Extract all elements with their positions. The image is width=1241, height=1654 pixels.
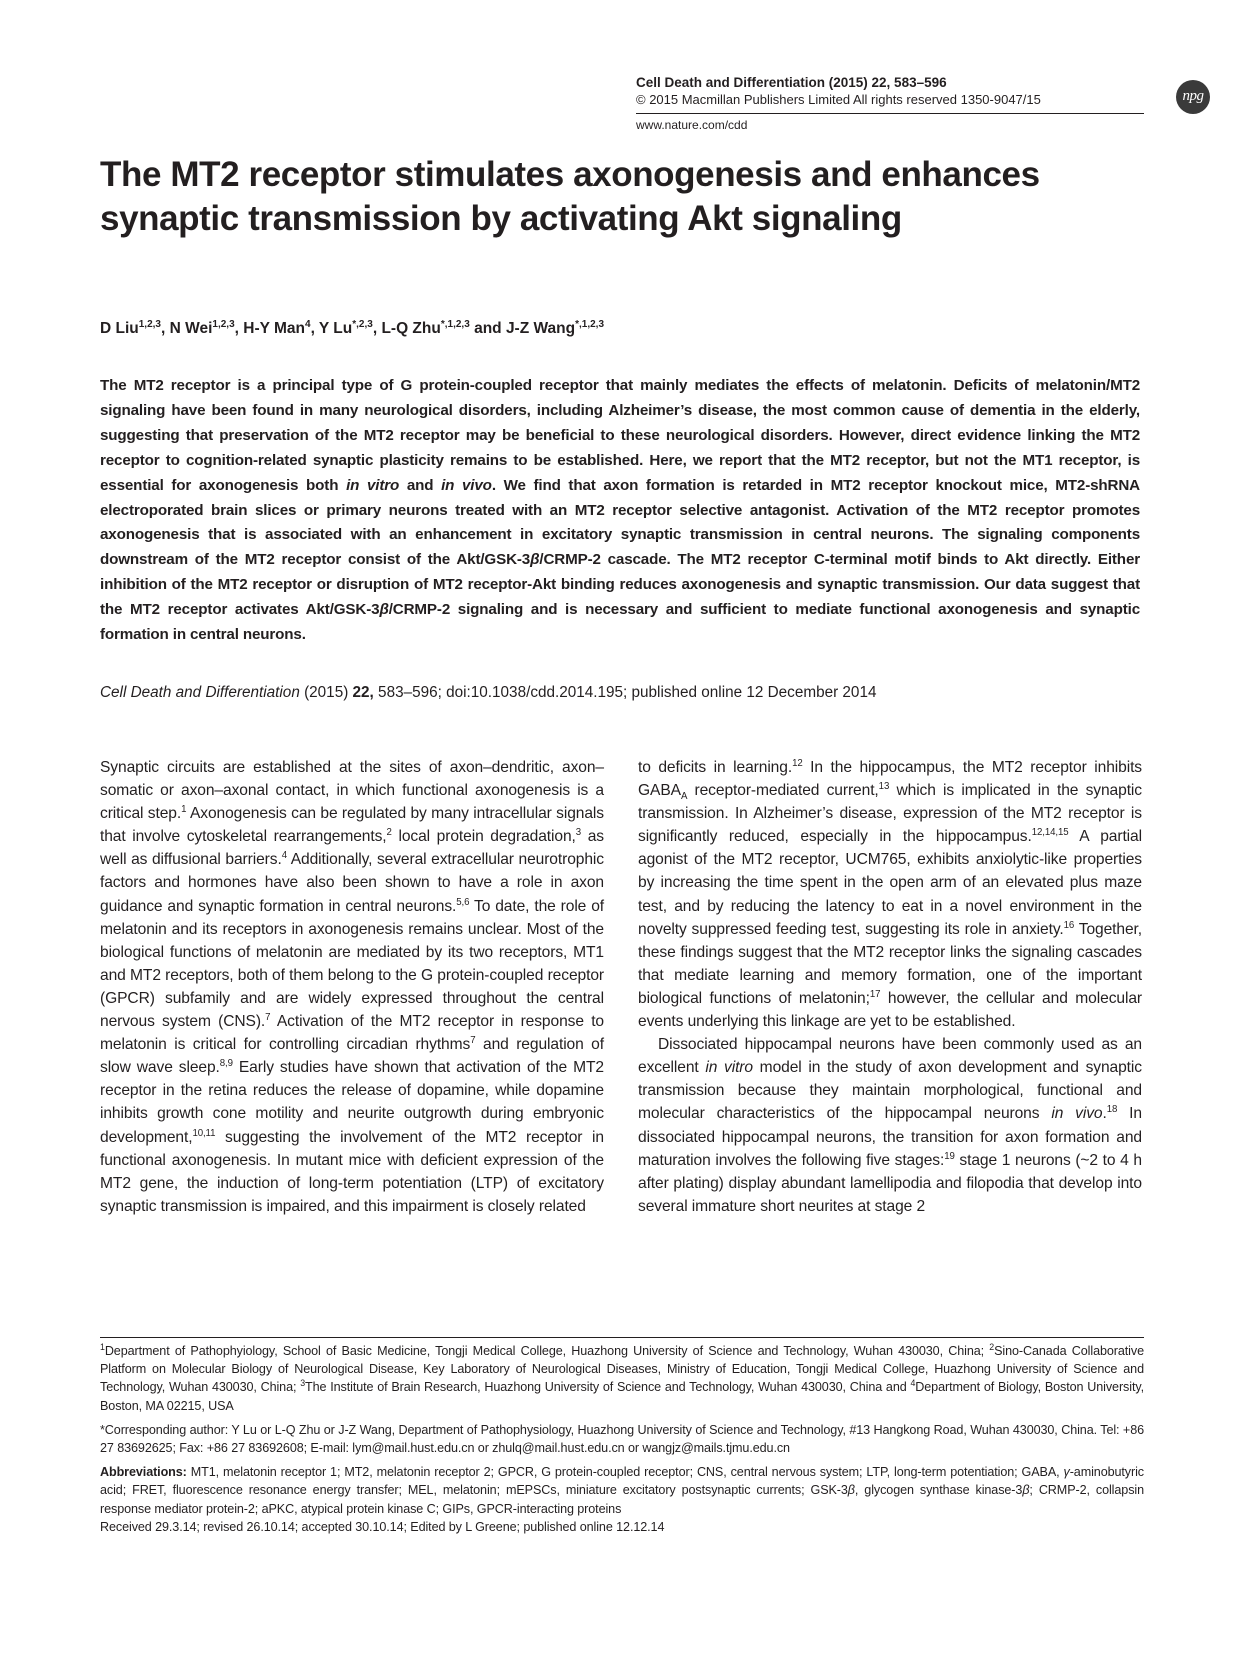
greek-symbol: γ	[1063, 1465, 1070, 1480]
author-name: L-Q Zhu	[381, 320, 441, 337]
body-text: local protein degradation,	[391, 828, 576, 846]
body-column-right	[638, 756, 1142, 1218]
body-emphasis: in vitro	[705, 1059, 753, 1077]
affiliation-text: The Institute of Brain Research, Huazhong University of Science and Technology, Wuhan 430030, China and	[305, 1380, 911, 1395]
abstract-symbol: β	[379, 601, 389, 619]
reference-marker[interactable]: 16	[1063, 919, 1075, 931]
author-separator: ,	[372, 320, 382, 337]
affiliations	[100, 1342, 1144, 1415]
abbreviations-text: ; CRMP-2, collapsin response mediator protein-2; aPKC, atypical protein kinase C; GIPs, GPCR-interacting proteins	[100, 1483, 1144, 1516]
reference-marker[interactable]: 8,9	[219, 1058, 233, 1070]
abstract-text: The MT2 receptor is a principal type of G protein-coupled receptor that mainly mediates the effects of melatonin. Deficits of melatonin/MT2 signaling have been found in many neurological disorders, including Alzheimer’s disease, the most common cause of dementia in the elderly, suggesting that preservation of the MT2 receptor may be beneficial to these neurological disorders. However, direct evidence linking the MT2 receptor to cognition-related synaptic plasticity remains to be established. Here, we report that the MT2 receptor, but not the MT1 receptor, is essential for axonogenesis both	[100, 377, 1140, 494]
author-name: H-Y Man	[243, 320, 306, 337]
footnote-divider	[100, 1337, 1144, 1338]
author-affiliation: *,1,2,3	[575, 318, 605, 330]
copyright-line: © 2015 Macmillan Publishers Limited All rights reserved 1350-9047/15	[636, 92, 1041, 107]
abstract-text: /CRMP-2 signaling and is necessary and sufficient to mediate functional axonogenesis and synaptic formation in central neurons.	[100, 601, 1140, 644]
corresponding-author: *Corresponding author: Y Lu or L-Q Zhu or J-Z Wang, Department of Pathophysiology, Huazhong University of Science and Technology, #13 Hangkong Road, Wuhan 430030, China. Tel: +86 27 83692625; Fax: +86 27 83692608; E-mail: lym@mail.hust.edu.cn or zhulq@mail.hust.edu.cn or wangjz@mails.tjmu.edu.cn	[100, 1422, 1144, 1456]
journal-citation-line: Cell Death and Differentiation (2015) 22, 583–596	[636, 75, 947, 90]
author-name: D Liu	[100, 320, 139, 337]
author-separator: ,	[234, 320, 244, 337]
greek-symbol: β	[1022, 1483, 1030, 1498]
affiliation-number: 1	[100, 1341, 105, 1352]
abstract-emphasis: in vivo	[441, 476, 492, 494]
body-text: as well as diffusional barriers.	[100, 828, 604, 869]
citation-year: (2015)	[299, 684, 353, 701]
author-affiliation: 1,2,3	[138, 318, 161, 330]
body-text: To date, the role of melatonin and its receptors in axonogenesis remains unclear. Most of the biological functions of melatonin are mediated by its two receptors, MT1 and MT2 receptors, both of them belong to the G protein-coupled receptor (GPCR) subfamily and are widely expressed throughout the central nervous system (CNS).	[100, 897, 604, 1031]
footnotes	[100, 1342, 1144, 1536]
header-divider	[636, 113, 1144, 114]
body-text: Additionally, several extracellular neurotrophic factors and hormones have also been shown to have a role in axon guidance and synaptic formation in central neurons.	[100, 851, 604, 915]
body-paragraph	[638, 756, 1142, 1033]
author-name: N Wei	[169, 320, 213, 337]
author-separator: and	[469, 320, 506, 337]
affiliation-number: 2	[989, 1341, 995, 1352]
reference-marker[interactable]: 2	[386, 827, 392, 839]
reference-marker[interactable]: 12	[792, 757, 803, 769]
reference-marker[interactable]: 10,11	[192, 1127, 216, 1139]
abstract	[100, 374, 1140, 648]
author-list	[100, 320, 604, 338]
greek-symbol: β	[847, 1483, 855, 1498]
affiliation-text: Department of Biology, Boston University, Boston, MA 02215, USA	[100, 1380, 1145, 1413]
body-paragraph	[638, 1033, 1142, 1218]
journal-url-link[interactable]: www.nature.com/cdd	[636, 118, 748, 132]
subscript: A	[680, 791, 688, 803]
author-separator: ,	[161, 320, 170, 337]
body-text: Activation of the MT2 receptor in response to melatonin is critical for controlling circadian rhythms	[100, 1013, 604, 1054]
article-title: The MT2 receptor stimulates axonogenesis and enhances synaptic transmission by activating Akt signaling	[100, 155, 1040, 238]
npg-logo: npg	[1176, 80, 1210, 114]
body-emphasis: in vivo	[1051, 1105, 1103, 1123]
body-paragraph	[100, 756, 604, 1218]
reference-marker[interactable]: 13	[878, 780, 890, 792]
journal-header	[636, 75, 1056, 108]
body-text: Axonogenesis can be regulated by many intracellular signals that involve cytoskeletal rearrangements,	[100, 805, 604, 846]
author-affiliation: 4	[305, 318, 311, 330]
reference-marker[interactable]: 1	[181, 804, 187, 815]
abstract-text: and	[399, 476, 442, 494]
affiliation-text: Sino-Canada Collaborative Platform on Molecular Biology of Neurological Disease, Key Laboratory of Neurological Diseases, Ministry of Education, Tongji Medical College, Huazhong University of Science and Technology, Wuhan 430030, China;	[100, 1344, 1144, 1395]
body-column-left	[100, 756, 604, 1218]
body-text: In the hippocampus, the MT2 receptor inhibits GABA	[638, 759, 1143, 800]
body-text: .	[1102, 1105, 1107, 1123]
citation-journal: Cell Death and Differentiation	[100, 684, 300, 701]
abbreviations	[100, 1463, 1144, 1518]
body-text: to deficits in learning.	[638, 759, 793, 776]
author-name: J-Z Wang	[505, 320, 576, 337]
reference-marker[interactable]: 4	[281, 850, 287, 862]
author-affiliation: *,1,2,3	[440, 318, 470, 330]
abbreviations-label: Abbreviations:	[100, 1465, 187, 1480]
reference-marker[interactable]: 19	[944, 1150, 955, 1162]
abbreviations-text: MT1, melatonin receptor 1; MT2, melatonin receptor 2; GPCR, G protein-coupled receptor; CNS, central nervous system; LTP, long-term potentiation; GABA,	[186, 1465, 1064, 1480]
body-text: model in the study of axon development and synaptic transmission because they maintain morphological, functional and molecular characteristics of the hippocampal neurons	[638, 1059, 1142, 1123]
author-name: Y Lu	[318, 320, 353, 337]
body-text: stage 1 neurons (~2 to 4 h after plating) display abundant lamellipodia and filopodia that develop into several immature short neurites at stage 2	[638, 1151, 1142, 1215]
affiliation-text: Department of Pathophyiology, School of Basic Medicine, Tongji Medical College, Huazhong University of Science and Technology, Wuhan 430030, China;	[104, 1344, 990, 1358]
body-text: In dissociated hippocampal neurons, the transition for axon formation and maturation involves the following five stages:	[638, 1105, 1142, 1169]
body-text: Early studies have shown that activation of the MT2 receptor in the retina reduces the release of dopamine, while dopamine inhibits growth cone motility and neurite outgrowth during embryonic development,	[100, 1059, 604, 1146]
abbreviations-text: -aminobutyric acid; FRET, fluorescence resonance energy transfer; MEL, melatonin; mEPSCs, miniature excitatory postsynaptic currents; GSK-3	[100, 1465, 1144, 1498]
body-text: Dissociated hippocampal neurons have been commonly used as an excellent	[638, 1036, 1142, 1077]
affiliation-number: 3	[300, 1378, 306, 1389]
abstract-symbol: β	[530, 551, 540, 569]
abstract-text: . We find that axon formation is retarded in MT2 receptor knockout mice, MT2-shRNA electroporated brain slices or primary neurons treated with an MT2 receptor selective antagonist. Activation of the MT2 receptor promotes axonogenesis that is associated with an enhancement in excitatory synaptic transmission in central neurons. The signaling components downstream of the MT2 receptor consist of the Akt/GSK-3	[100, 476, 1140, 569]
body-text: receptor-mediated current,	[687, 782, 879, 800]
body-text: Synaptic circuits are established at the sites of axon–dendritic, axon–somatic or axon–axonal contact, in which functional axonogenesis is a critical step.	[100, 759, 604, 823]
reference-marker[interactable]: 18	[1106, 1104, 1118, 1116]
body-text: A partial agonist of the MT2 receptor, UCM765, exhibits anxiolytic-like properties by increasing the time spent in the open arm of an elevated plus maze test, and by reducing the latency to eat in a novel environment in the novelty suppressed feeding test, suggesting its role in anxiety.	[638, 828, 1142, 938]
reference-marker[interactable]: 12,14,15	[1031, 827, 1069, 839]
reference-marker[interactable]: 5,6	[456, 896, 470, 908]
citation-volume: 22,	[352, 684, 374, 701]
affiliation-number: 4	[910, 1378, 916, 1389]
author-separator: ,	[310, 320, 319, 337]
body-text: suggesting the involvement of the MT2 receptor in functional axonogenesis. In mutant mice with deficient expression of the MT2 gene, the induction of long-term potentiation (LTP) of excitatory synaptic transmission is impaired, and this impairment is closely related	[100, 1128, 604, 1215]
citation-details: 583–596; doi:10.1038/cdd.2014.195; published online 12 December 2014	[373, 684, 877, 701]
body-text: however, the cellular and molecular events underlying this linkage are yet to be established.	[638, 989, 1142, 1031]
reference-marker[interactable]: 7	[265, 1011, 271, 1023]
reference-marker[interactable]: 7	[470, 1034, 476, 1046]
body-text: and regulation of slow wave sleep.	[100, 1036, 604, 1077]
abstract-emphasis: in vitro	[346, 476, 400, 494]
author-affiliation: 1,2,3	[212, 318, 235, 330]
abstract-text: /CRMP-2 cascade. The MT2 receptor C-terminal motif binds to Akt directly. Either inhibition of the MT2 receptor or disruption of MT2 receptor-Akt binding reduces axonogenesis and synaptic transmission. Our data suggest that the MT2 receptor activates Akt/GSK-3	[100, 551, 1140, 619]
article-citation	[100, 683, 876, 703]
received-dates: Received 29.3.14; revised 26.10.14; accepted 30.10.14; Edited by L Greene; published online 12.12.14	[100, 1519, 665, 1534]
reference-marker[interactable]: 17	[869, 988, 881, 1000]
reference-marker[interactable]: 3	[575, 827, 582, 839]
body-text: Together, these findings suggest that the MT2 receptor links the signaling cascades that mediate learning and memory formation, one of the important biological functions of melatonin;	[638, 920, 1142, 1007]
author-affiliation: *,2,3	[352, 318, 373, 330]
abbreviations-text: , glycogen synthase kinase-3	[854, 1483, 1023, 1498]
body-text: which is implicated in the synaptic transmission. In Alzheimer’s disease, expression of the MT2 receptor is significantly reduced, especially in the hippocampus.	[638, 782, 1142, 846]
